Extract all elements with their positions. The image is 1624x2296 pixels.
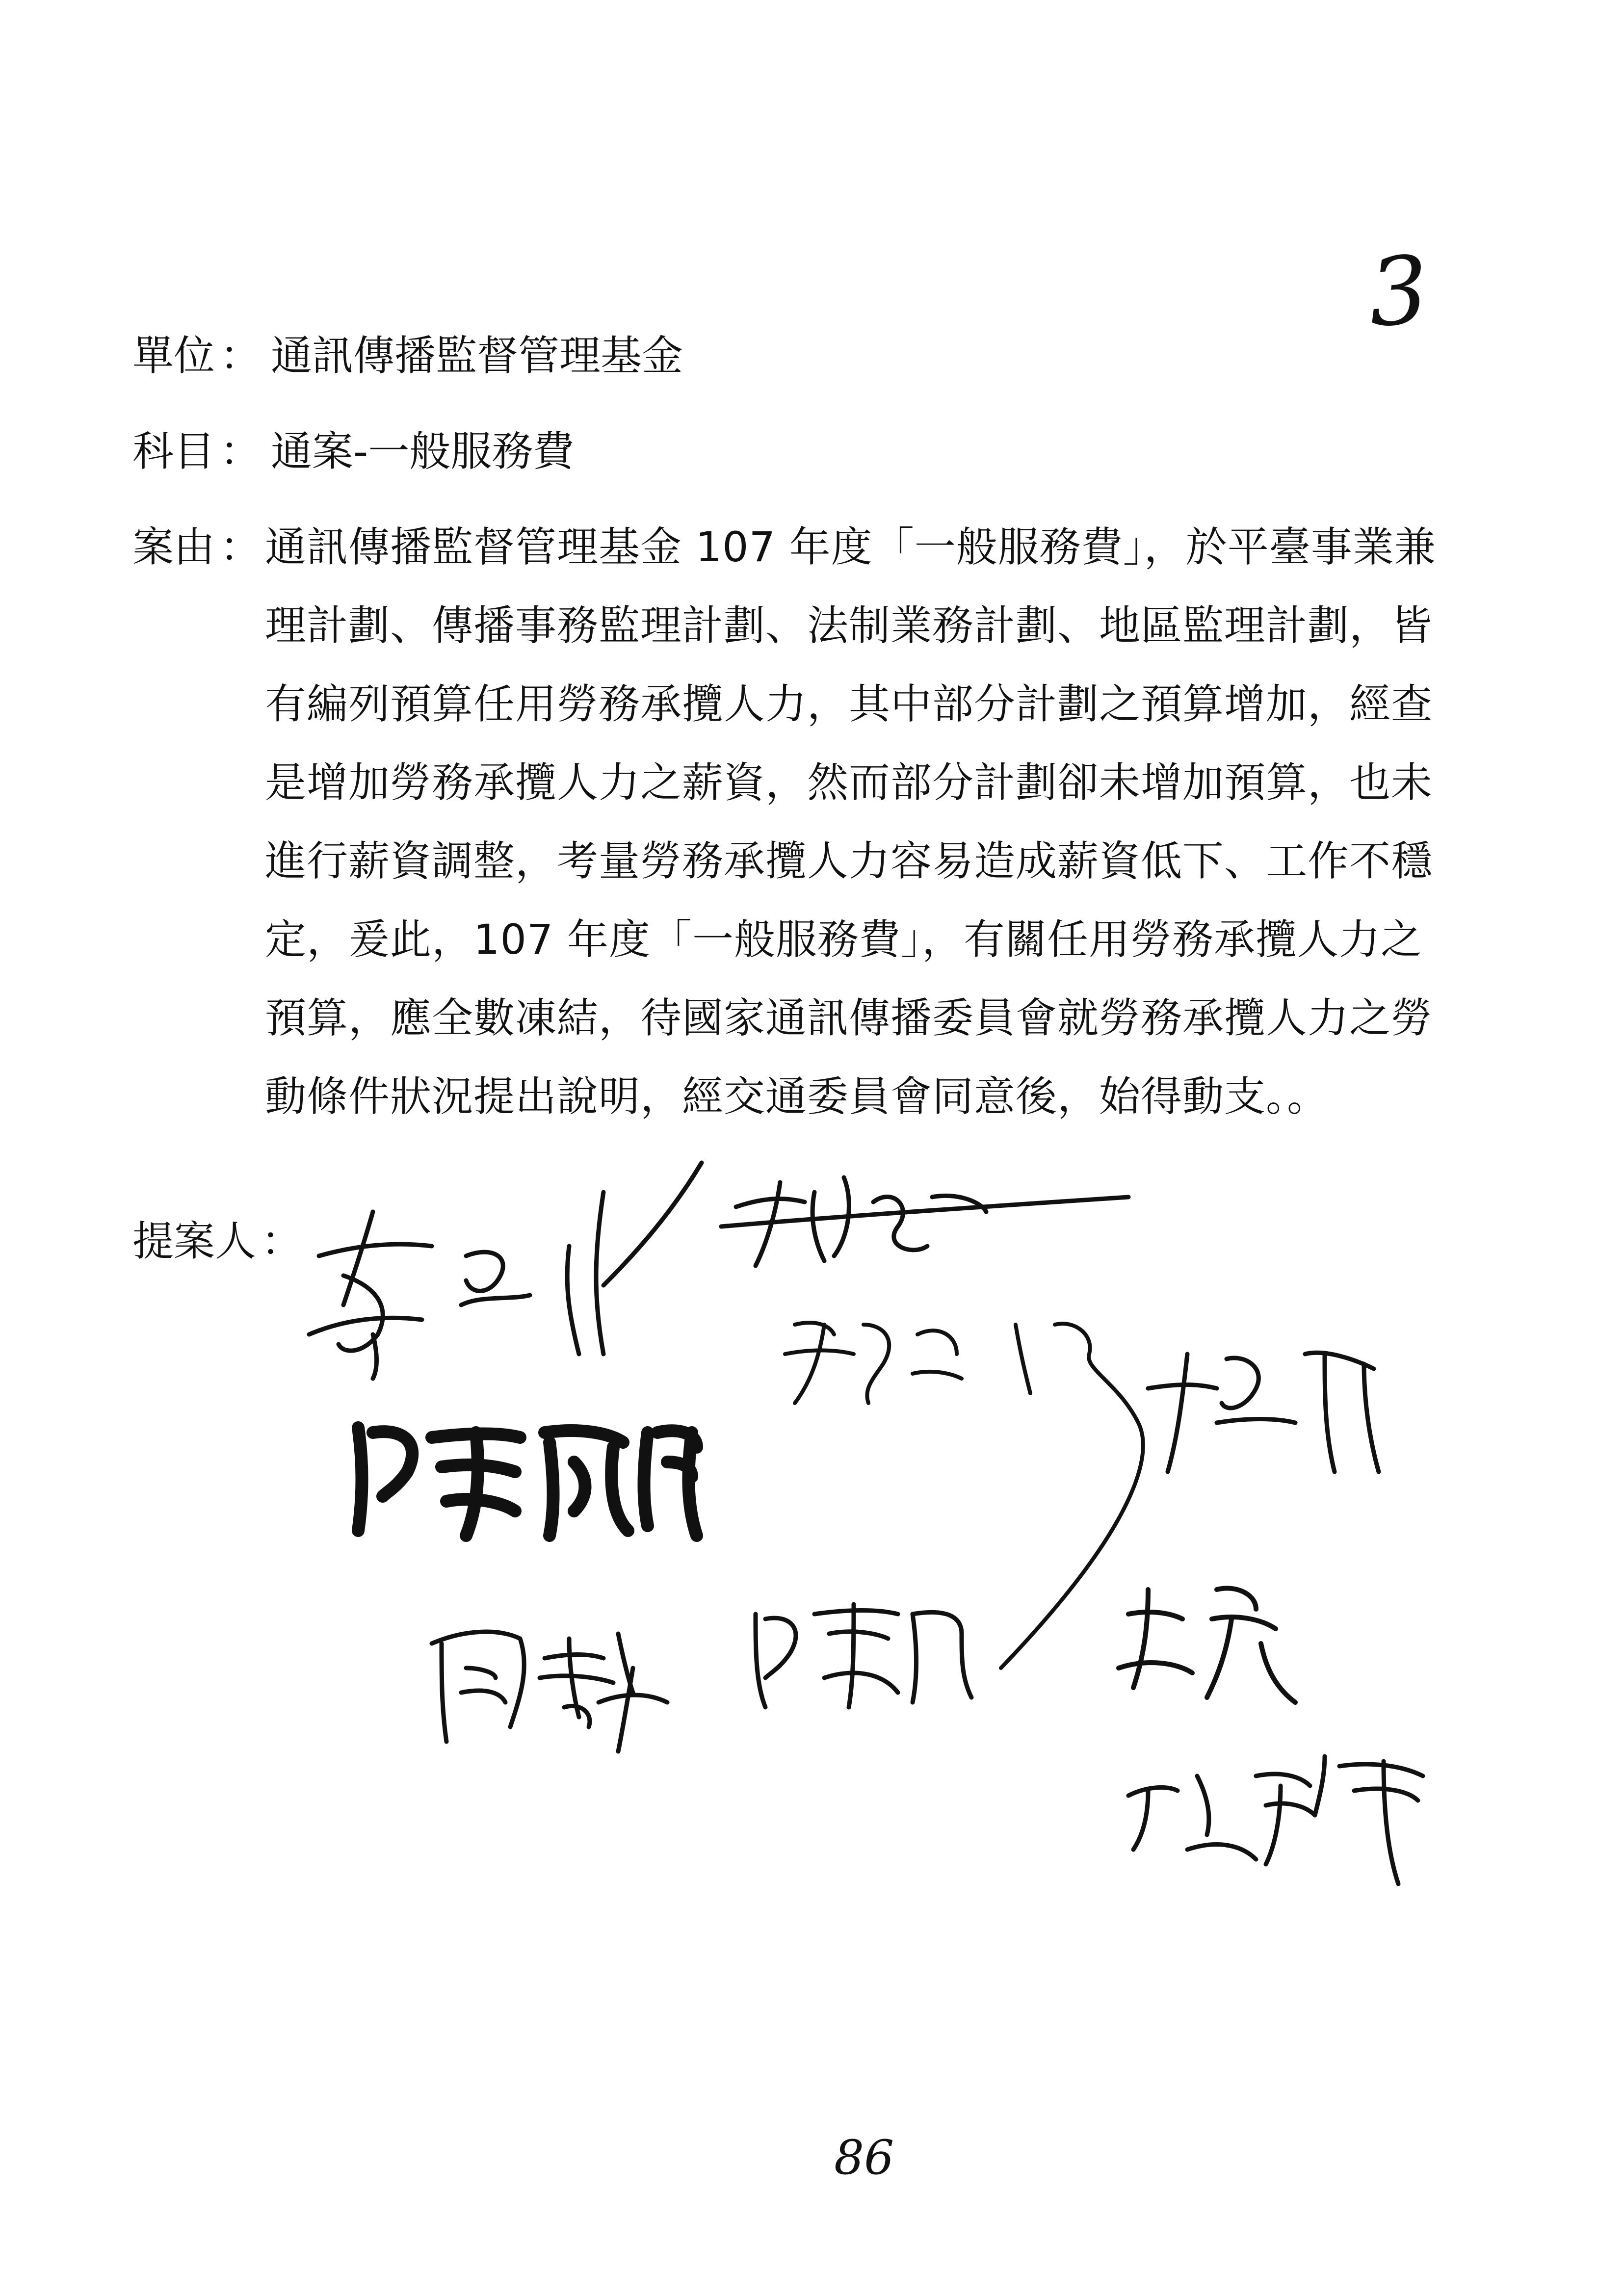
handwritten-signature (358, 1428, 697, 1536)
reason-line: 進行薪資調整，考量勞務承攬人力容易造成薪資低下、工作不穩 (265, 837, 1433, 885)
handwritten-signature (432, 1632, 667, 1751)
handwritten-signature (756, 1604, 971, 1707)
proposer-colon: ： (261, 1217, 303, 1265)
reason-label: 案由 (132, 523, 215, 571)
subject-colon: ： (220, 427, 262, 475)
reason-line: 定，爰此，107 年度「一般服務費」，有關任用勞務承攬人力之 (265, 915, 1423, 964)
unit-label: 單位 (132, 332, 215, 380)
reason-line: 通訊傳播監督管理基金 107 年度「一般服務費」，於平臺事業兼 (265, 523, 1436, 571)
proposer-label-group (132, 1217, 302, 1266)
unit-colon: ： (220, 332, 262, 380)
proposer-label: 提案人 (132, 1217, 257, 1265)
subject-label: 科目 (132, 427, 215, 475)
handwritten-signature (785, 1323, 1143, 1668)
handwritten-signature (721, 1177, 1128, 1266)
reason-line: 有編列預算任用勞務承攬人力，其中部分計劃之預算增加，經查 (265, 680, 1433, 728)
handwritten-item-number: 3 (1365, 235, 1432, 348)
reason-colon: ： (220, 523, 262, 571)
handwritten-signature (309, 1163, 702, 1379)
reason-label-group (132, 522, 261, 572)
reason-line: 動條件狀況提出說明，經交通委員會同意後，始得動支。。 (265, 1072, 1329, 1121)
handwritten-signature (1148, 1353, 1379, 1472)
unit-field (132, 331, 683, 380)
subject-field (132, 427, 574, 476)
page-number: 86 (834, 2130, 894, 2185)
reason-line: 預算，應全數凍結，待國家通訊傳播委員會就勞務承攬人力之勞 (265, 994, 1433, 1042)
reason-line: 是增加勞務承攬人力之薪資，然而部分計劃卻未增加預算，也未 (265, 758, 1433, 807)
unit-value: 通訊傳播監督管理基金 (271, 332, 683, 380)
reason-body (265, 522, 1492, 1150)
subject-value: 通案-一般服務費 (271, 427, 575, 475)
handwritten-signature (1128, 1756, 1423, 1884)
reason-line: 理計劃、傳播事務監理計劃、法制業務計劃、地區監理計劃，皆 (265, 601, 1433, 650)
handwritten-signature (1119, 1588, 1295, 1702)
